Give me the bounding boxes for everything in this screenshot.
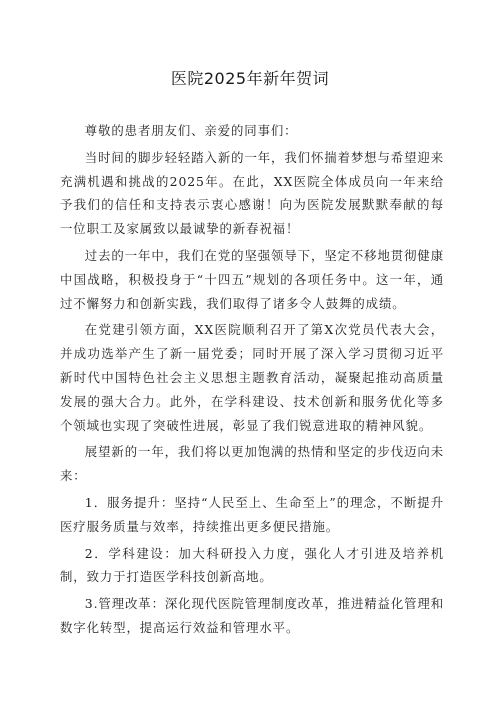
document-body (60, 119, 444, 640)
list-item-discipline: 2．学科建设：加大科研投入力度，强化人才引进及培养机制，致力于打造医学科技创新高地。 (60, 545, 444, 585)
paragraph-review: 过去的一年中，我们在党的坚强领导下，坚定不移地贯彻健康中国战略，积极投身于“十四五”规划的各项任务中。这一年，通过不懈努力和创新实践，我们取得了诸多令人鼓舞的成绩。 (60, 247, 444, 311)
list-item-service: 1．服务提升：坚持“人民至上、生命至上”的理念，不断提升医疗服务质量与效率，持续推出更多便民措施。 (60, 494, 444, 534)
list-item-management: 3.管理改革：深化现代医院管理制度改革，推进精益化管理和数字化转型，提高运行效益和管理水平。 (60, 596, 444, 635)
paragraph-intro: 当时间的脚步轻轻踏入新的一年，我们怀揣着梦想与希望迎来充满机遇和挑战的2025年。在此，XX医院全体成员向一年来给予我们的信任和支持表示衷心感谢！向为医院发展默默奉献的每一位职工及家属致以最诚挚的新春祝福！ (60, 149, 444, 237)
document-title: 医院2025年新年贺词 (170, 69, 330, 88)
greeting-paragraph: 尊敬的患者朋友们、亲爱的同事们： (84, 123, 298, 138)
paragraph-party-building: 在党建引领方面，XX医院顺利召开了第X次党员代表大会，并成功选举产生了新一届党委；同时开展了深入学习贯彻习近平新时代中国特色社会主义思想主题教育活动，凝聚起推动高质量发展的强大合力。此外，在学科建设、技术创新和服务优化等多个领域也实现了突破性进展，彰显了我们锐意进取的精神风貌。 (60, 322, 444, 433)
paragraph-outlook: 展望新的一年，我们将以更加饱满的热情和坚定的步伐迈向未来： (60, 444, 444, 484)
